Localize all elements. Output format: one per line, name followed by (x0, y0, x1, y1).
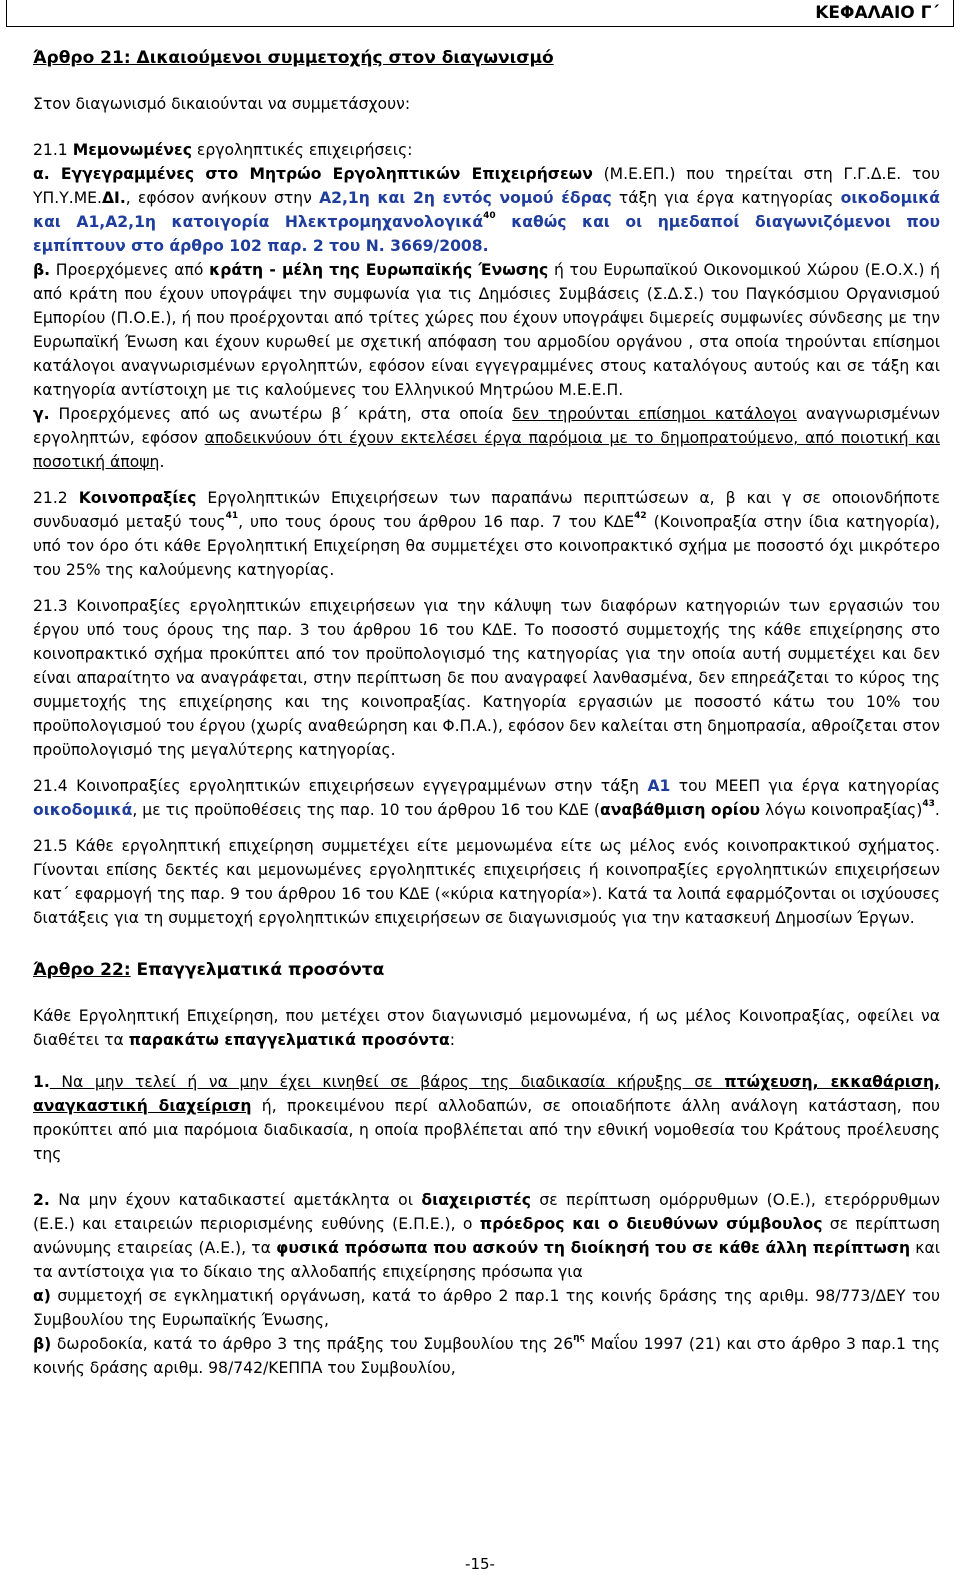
chapter-header (6, 0, 954, 27)
section-21-1-a: α. Εγγεγραμμένες στο Μητρώο Εργοληπτικών Επιχειρήσεων (Μ.Ε.ΕΠ.) που τηρείται στη Γ.Γ.Δ.Ε. του ΥΠ.Υ.ΜΕ.ΔΙ., εφόσον ανήκουν στην Α2,1η και 2η εντός νομού έδρας τάξη για έργα κατηγορίας οικοδομικά και Α1,Α2,1η κατοιγορία Ηλεκτρομηχανολογικά$^{40}$ καθώς και οι ημεδαποί διαγωνιζόμενοι που εμπίπτουν στο άρθρο 102 παρ. 2 του Ν. 3669/2008. (33, 165, 940, 255)
superscript-ordinal: ης (573, 1333, 585, 1343)
section-21-3: 21.3 Κοινοπραξίες εργοληπτικών επιχειρήσεων για την κάλυψη των διαφόρων κατηγοριών των εργασιών του έργου υπό τους όρους της παρ. 3 του άρθρου 16 του ΚΔΕ. Το ποσοστό συμμετοχής της κάθε επιχείρησης στο κοινοπρακτικό σχήμα προκύπτει από τον προϋπολογισμό της κατηγορίας για την οποία αυτή συμμετέχει και δεν είναι απαραίτητο να αναγράφεται, στην περίπτωση δε που αναγραφεί λανθασμένα, δεν επηρεάζεται το κύρος της συμμετοχής της επιχείρησης και της κοινοπραξίας. Κατηγορία εργασιών με ποσοστό κάτω του 10% του προϋπολογισμού του έργου (χωρίς αναθεώρηση και Φ.Π.Α.), εφόσον δεν καλείται στη δημοπρασία, αθροίζεται στον προϋπολογισμό της μεγαλύτερης κατηγορίας. (33, 597, 940, 759)
article-21-label: Άρθρο 21: (33, 48, 131, 68)
article-22-item-2-a: α) συμμετοχή σε εγκληματική οργάνωση, κατά το άρθρο 2 παρ.1 της κοινής δράσης της αριθμ. 98/773/ΔΕΥ του Συμβουλίου της Ευρωπαϊκής Ένωσης, (33, 1287, 940, 1329)
section-21-4: 21.4 Κοινοπραξίες εργοληπτικών επιχειρήσεων εγγεγραμμένων στην τάξη Α1 του ΜΕΕΠ για έργα κατηγορίας οικοδομικά, με τις προϋποθέσεις της παρ. 10 του άρθρου 16 του ΚΔΕ (αναβάθμιση ορίου λόγω κοινοπραξίας)$^{43}$. (33, 777, 940, 819)
footnote-ref-43: 43 (922, 799, 935, 809)
section-21-1-b: β. Προερχόμενες από κράτη - μέλη της Ευρωπαϊκής Ένωσης ή του Ευρωπαϊκού Οικονομικού Χώρου (Ε.Ο.Χ.) ή από κράτη που έχουν υπογράψει την συμφωνία για τις Δημόσιες Συμβάσεις (Σ.Δ.Σ.) του Παγκόσμιου Οργανισμού Εμπορίου (Π.Ο.Ε.), ή που προέρχονται από τρίτες χώρες που έχουν υπογράψει διμερείς συμφωνίες σύνδεσης με την Ευρωπαϊκή Ένωση και έχουν κυρωθεί με σχετική απόφαση του αρμοδίου οργάνου , στα οποία τηρούνται επίσημοι κατάλογοι αναγνωρισμένων εργοληπτών, εφόσον είναι εγγεγραμμένες στους καταλόγους αυτούς και σε τάξη και κατηγορία αντίστοιχη με τις καλούμενες του Ελληνικού Μητρώου Μ.Ε.Ε.Π. (33, 261, 941, 399)
section-21-1-heading: 21.1 Μεμονωμένες εργοληπτικές επιχειρήσεις: (33, 141, 413, 159)
section-21-1-c: γ. Προερχόμενες από ως ανωτέρω β΄ κράτη, στα οποία δεν τηρούνται επίσημοι κατάλογοι αναγνωρισμένων εργοληπτών, εφόσον αποδεικνύουν ότι έχουν εκτελέσει έργα παρόμοια με το δημοπρατούμενο, από ποιοτική και ποσοτική άποψη. (33, 405, 940, 471)
section-21-5: 21.5 Κάθε εργοληπτική επιχείρηση συμμετέχει είτε μεμονωμένα είτε ως μέλος ενός κοινοπρακτικού σχήματος. Γίνονται επίσης δεκτές και μεμονωμένες εργοληπτικές επιχειρήσεις ή κοινοπραξίες εργοληπτικών επιχειρήσεων κατ΄ εφαρμογή της παρ. 9 του άρθρου 16 του ΚΔΕ («κύρια κατηγορία»). Κατά τα λοιπά εφαρμόζονται οι ισχύουσες διατάξεις για τη συμμετοχή εργοληπτικών επιχειρήσεων σε διαγωνισμούς για την κατασκευή Δημοσίων Έργων. (33, 837, 940, 927)
article-21-heading (33, 46, 940, 70)
article-21-title: Δικαιούμενοι συμμετοχής στον διαγωνισμό (130, 48, 554, 68)
page-number: -15- (465, 1555, 495, 1573)
article-21-intro: Στον διαγωνισμό δικαιούνται να συμμετάσχουν: (33, 95, 411, 113)
article-22-item-2-b: β) δωροδοκία, κατά το άρθρο 3 της πράξης του Συμβουλίου της $26^{\eta\varsigma}$ Μαΐου 1997 (21) και στο άρθρο 3 παρ.1 της κοινής δράσης αριθμ. 98/742/ΚΕΠΠΑ του Συμβουλίου, (33, 1333, 940, 1377)
article-22-item-2: 2. Να μην έχουν καταδικαστεί αμετάκλητα οι διαχειριστές σε περίπτωση ομόρρυθμων (Ο.Ε.), ετερόρρυθμων (Ε.Ε.) και εταιρειών περιορισμένης ευθύνης (Ε.Π.Ε.), ο πρόεδρος και ο διευθύνων σύμβουλος σε περίπτωση ανώνυμης εταιρείας (Α.Ε.), τα φυσικά πρόσωπα που ασκούν τη διοίκησή του σε κάθε άλλη περίπτωση και τα αντίστοιχα για το δίκαιο της αλλοδαπής επιχείρησης πρόσωπα για (33, 1191, 941, 1281)
section-21-2: 21.2 Κοινοπραξίες Εργοληπτικών Επιχειρήσεων των παραπάνω περιπτώσεων α, β και γ σε οποιονδήποτε συνδυασμό μεταξύ τους$^{41}$, υπο τους όρους του άρθρου 16 παρ. 7 του ΚΔΕ$^{42}$ (Κοινοπραξία στην ίδια κατηγορία), υπό τον όρο ότι κάθε Εργοληπτική Επιχείρηση θα συμμετέχει στο κοινοπρακτικό σχήμα με ποσοστό όχι μικρότερο του 25% της καλούμενης κατηγορίας. (33, 489, 940, 579)
article-22-label: Άρθρο 22: (33, 960, 131, 980)
article-22-intro: Κάθε Εργοληπτική Επιχείρηση, που μετέχει στον διαγωνισμό μεμονωμένα, ή ως μέλος Κοινοπραξίας, οφείλει να διαθέτει τα παρακάτω επαγγελματικά προσόντα: (33, 1007, 940, 1049)
chapter-title: ΚΕΦΑΛΑΙΟ Γ΄ (815, 3, 939, 23)
footnote-ref-40: 40 (483, 211, 496, 221)
footnote-ref-42: 42 (634, 511, 647, 521)
page-content (33, 46, 940, 1380)
footnote-ref-41: 41 (225, 511, 239, 521)
article-22-title: Επαγγελματικά προσόντα (130, 960, 385, 980)
article-22-item-1: 1. Να μην τελεί ή να μην έχει κινηθεί σε βάρος της διαδικασία κήρυξης σε πτώχευση, εκκαθάριση, αναγκαστική διαχείριση ή, προκειμένου περί αλλοδαπών, σε οποιαδήποτε άλλη ανάλογη κατάσταση, που προκύπτει από μια παρόμοια διαδικασία, η οποία προβλέπεται από την εθνική νομοθεσία του Κράτους προέλευσης της (33, 1073, 941, 1163)
article-22-heading (33, 958, 940, 982)
